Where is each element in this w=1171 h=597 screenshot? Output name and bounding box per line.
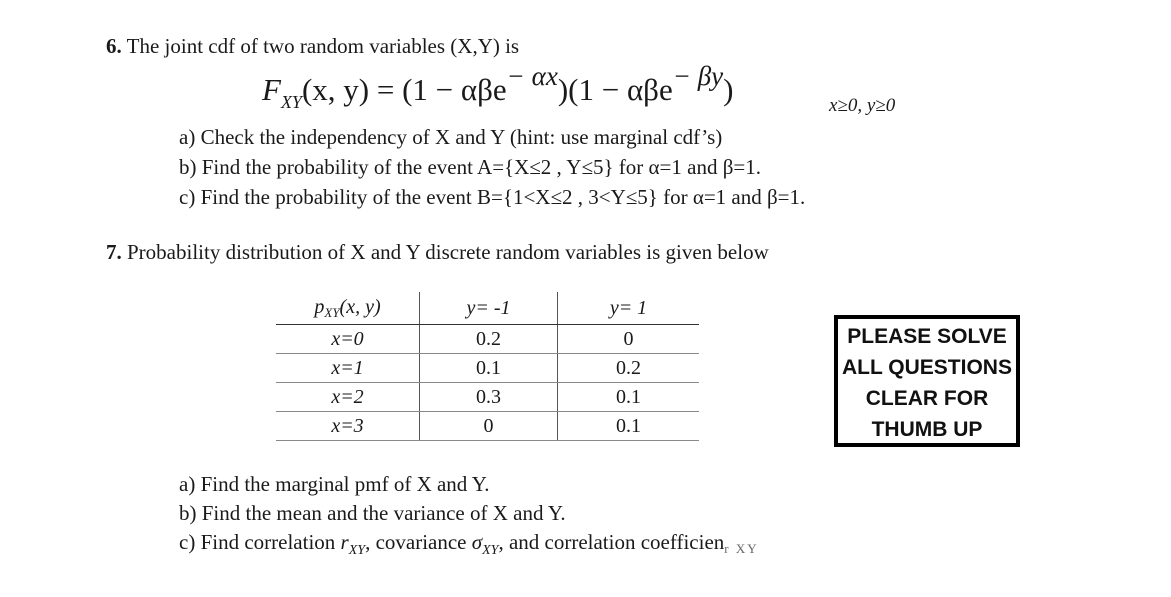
pmf-table bbox=[276, 292, 699, 441]
q7c-post: , and correlation coefficien bbox=[498, 530, 725, 554]
q6-cdf-formula bbox=[262, 61, 734, 113]
table-row bbox=[276, 412, 699, 441]
note-line-3: CLEAR FOR bbox=[865, 387, 989, 410]
table-corner bbox=[276, 292, 420, 325]
corner-args: (x, y) bbox=[339, 295, 381, 318]
table-cell: 0.2 bbox=[558, 354, 700, 383]
q6-domain: x≥0, y≥0 bbox=[829, 95, 896, 116]
q7-part-b: b) Find the mean and the variance of X and Y. bbox=[179, 501, 566, 525]
note-line-2: ALL QUESTIONS bbox=[842, 356, 1012, 379]
col-header-y-minus1: y= -1 bbox=[420, 292, 558, 325]
formula-part2: )(1 − αβe bbox=[557, 72, 673, 107]
q7-text: Probability distribution of X and Y discrete random variables is given below bbox=[127, 240, 769, 264]
row-label: x=0 bbox=[276, 325, 420, 354]
q7c-mid: , covariance bbox=[365, 530, 472, 554]
table-cell: 0 bbox=[558, 325, 700, 354]
q7-heading bbox=[106, 240, 769, 265]
table-row bbox=[276, 325, 699, 354]
row-label: x=1 bbox=[276, 354, 420, 383]
formula-exp1: − αx bbox=[506, 61, 558, 91]
table-cell: 0.2 bbox=[420, 325, 558, 354]
q7c-r: r bbox=[340, 530, 349, 554]
col-header-y1: y= 1 bbox=[558, 292, 700, 325]
q6-heading bbox=[106, 34, 519, 59]
q7c-sigma-sub: XY bbox=[482, 543, 499, 558]
q7c-sigma: σ bbox=[471, 530, 483, 554]
formula-exp2: − βy bbox=[672, 61, 724, 91]
q7c-pre: c) Find correlation bbox=[179, 530, 341, 554]
corner-sub: XY bbox=[324, 304, 340, 320]
q7c-r-sub: XY bbox=[348, 543, 366, 558]
formula-func: F bbox=[262, 72, 281, 107]
note-line-1: PLEASE SOLVE bbox=[847, 325, 1007, 348]
q7c-cutoff: r XY bbox=[724, 541, 759, 556]
table-cell: 0.1 bbox=[558, 383, 700, 412]
formula-part1: (x, y) = (1 − αβe bbox=[301, 72, 507, 107]
table-header-row bbox=[276, 292, 699, 325]
q6-part-b: b) Find the probability of the event A={X≤2 , Y≤5} for α=1 and β=1. bbox=[179, 155, 761, 179]
formula-close: ) bbox=[723, 72, 734, 107]
table-cell: 0.3 bbox=[420, 383, 558, 412]
table-cell: 0.1 bbox=[420, 354, 558, 383]
q6-number: 6. bbox=[106, 34, 122, 58]
corner-func: p bbox=[314, 295, 325, 318]
table-row bbox=[276, 354, 699, 383]
solve-note-box bbox=[834, 315, 1020, 447]
q7-number: 7. bbox=[106, 240, 122, 264]
note-line-4: THUMB UP bbox=[871, 418, 983, 441]
q7-part-a: a) Find the marginal pmf of X and Y. bbox=[179, 472, 490, 496]
table-cell: 0 bbox=[420, 412, 558, 441]
q6-part-a: a) Check the independency of X and Y (hint: use marginal cdf’s) bbox=[179, 125, 723, 149]
formula-sub: XY bbox=[280, 92, 302, 112]
q6-text: The joint cdf of two random variables (X,Y) is bbox=[126, 34, 520, 58]
row-label: x=2 bbox=[276, 383, 420, 412]
row-label: x=3 bbox=[276, 412, 420, 441]
table-row bbox=[276, 383, 699, 412]
q7-part-c bbox=[179, 530, 759, 559]
q6-part-c: c) Find the probability of the event B={1<X≤2 , 3<Y≤5} for α=1 and β=1. bbox=[179, 185, 806, 209]
table-cell: 0.1 bbox=[558, 412, 700, 441]
